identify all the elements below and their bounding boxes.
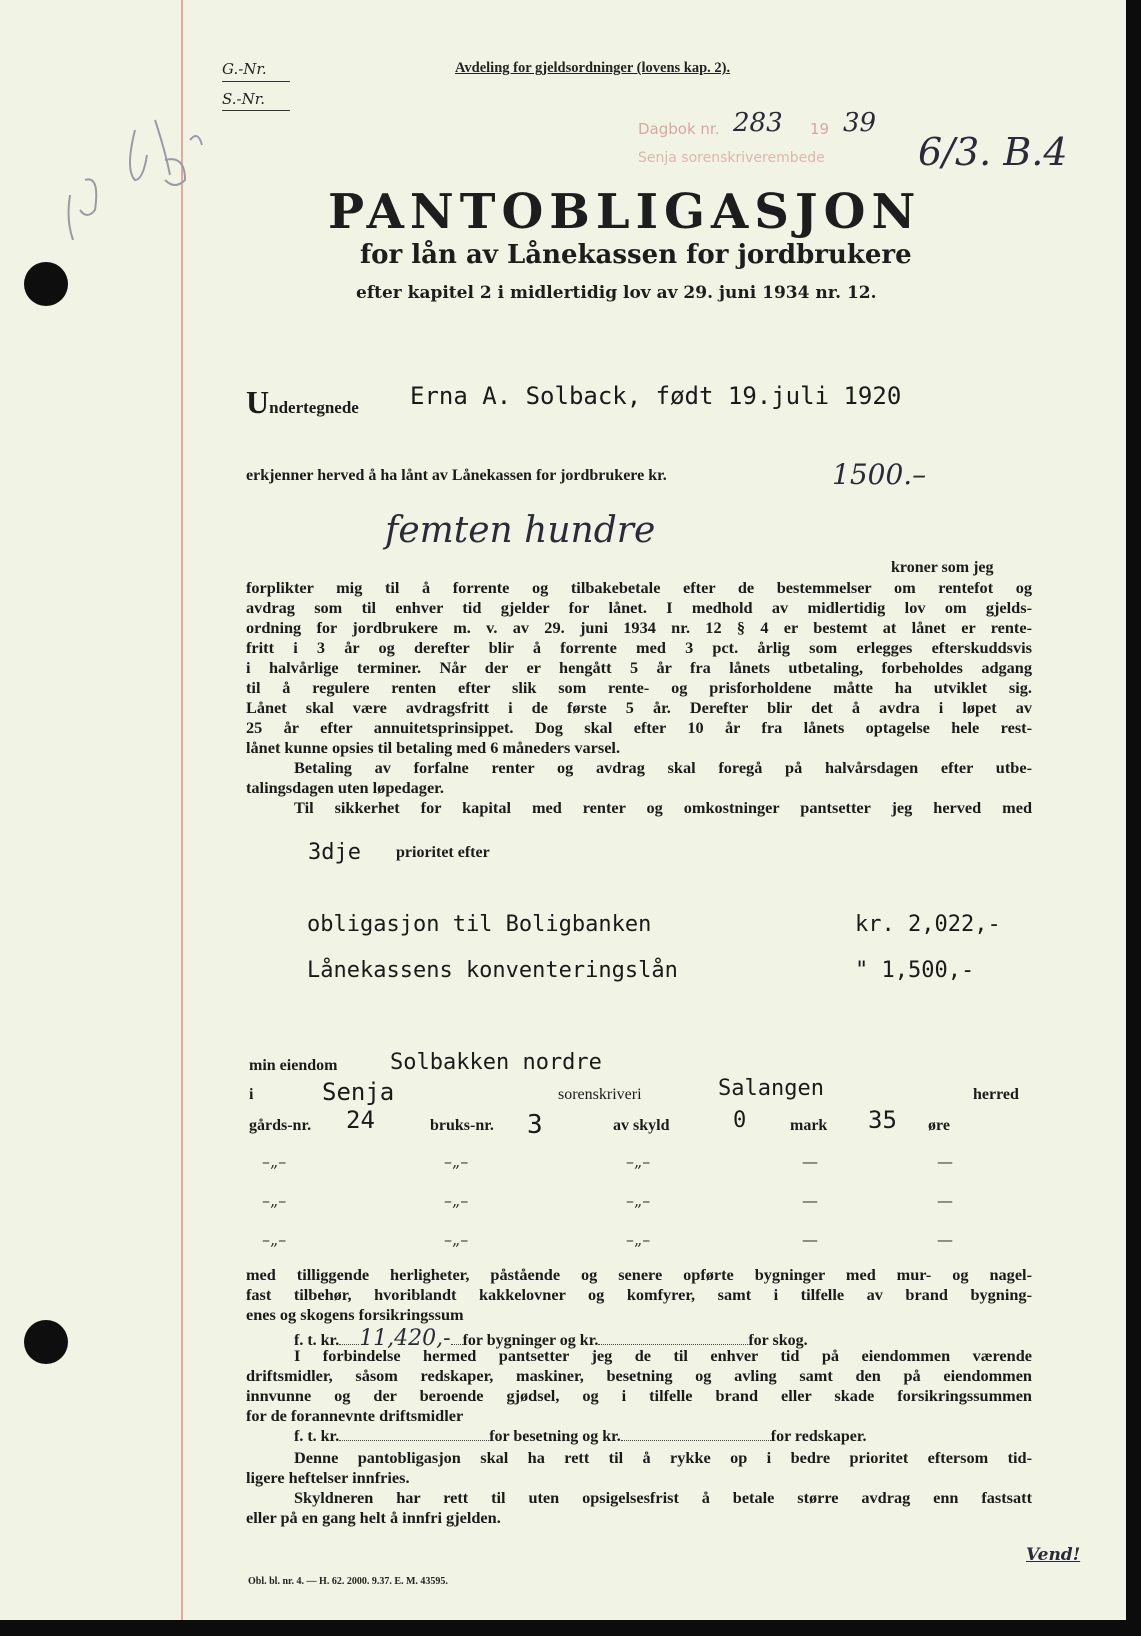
skyld-label: av skyld — [613, 1117, 670, 1134]
prioritet-label: prioritet efter — [396, 844, 490, 861]
bruks-value: 3 — [527, 1110, 543, 1140]
paragraph-herligheter — [246, 1265, 1032, 1325]
stamp-number: 283 — [733, 108, 783, 138]
para-line: driftsmidler, såsom redskaper, maskiner, besetning og avling samt den på eiendommen — [246, 1366, 1032, 1385]
undertegnede-rest: ndertegnede — [269, 398, 359, 417]
para-line: ordning for jordbrukere m. v. av 29. juni 1934 nr. 12 § 4 er bestemt at lånet er rente- — [246, 618, 1032, 637]
vend-note: Vend! — [1026, 1545, 1081, 1565]
stamp-office: Senja sorenskriverembede — [638, 150, 825, 166]
para-line: I forbindelse hermed pantsetter jeg de til enhver tid på eiendommen værende — [294, 1346, 1032, 1365]
ditto-cell: — — [802, 1230, 818, 1249]
ditto-cell: — — [802, 1152, 818, 1171]
priority-amount-2: " 1,500,- — [855, 958, 975, 983]
gnr-rule — [222, 81, 290, 82]
loan-amount-words: femten hundre — [385, 510, 656, 551]
para-line: for de forannevnte driftsmidler — [246, 1406, 464, 1425]
margin-rule — [181, 0, 183, 1620]
para-line: Lånet skal være avdragsfritt i de første 5 år. Derefter blir det å avdra i løpet av — [246, 698, 1032, 717]
ditto-cell: –„– — [444, 1191, 469, 1210]
eiendom-value: Solbakken nordre — [390, 1050, 602, 1075]
stamp-19: 19 — [810, 120, 830, 138]
herred-value: Senja — [322, 1078, 395, 1106]
bruks-label: bruks-nr. — [430, 1117, 494, 1134]
stamp-dagbok-label: Dagbok nr. — [638, 120, 720, 138]
sorenskriveri-label: sorenskriveri — [558, 1086, 642, 1103]
snr-rule — [222, 110, 290, 111]
para-line: eller på en gang helt å innfri gjelden. — [246, 1508, 501, 1527]
para-line: til å regulere renten efter slik som rente- og prisforholdene måtte ha utviklet sig. — [246, 678, 1032, 697]
form-footer: Obl. bl. nr. 4. — H. 62. 2000. 9.37. E. M. 43595. — [248, 1576, 448, 1587]
document-title: PANTOBLIGASJON — [328, 184, 922, 240]
gnr-label: G.-Nr. — [222, 60, 267, 78]
ditto-cell: — — [937, 1191, 953, 1210]
insurance2-line — [294, 1428, 866, 1446]
i-label: i — [249, 1086, 254, 1103]
kroner-som-jeg: kroner som jeg — [891, 559, 994, 576]
insurance2-besetning-label: for besetning og kr. — [489, 1428, 621, 1445]
snr-label: S.-Nr. — [222, 90, 265, 108]
stamp-year: 39 — [843, 108, 877, 138]
para-line: Til sikkerhet for kapital med renter og omkostninger pantsetter jeg herved med — [294, 798, 1032, 817]
para-line: ligere heftelser innfries. — [246, 1468, 410, 1487]
para-line: fritt i 3 år og derefter blir å forrente med 3 pct. årlig som erlegges efterskuddsvis — [246, 638, 1032, 657]
insurance-skog-label: for skog. — [748, 1332, 808, 1349]
ditto-cell: –„– — [262, 1191, 287, 1210]
ore-label: øre — [928, 1117, 950, 1134]
ditto-cell: –„– — [262, 1230, 287, 1249]
para-line: lånet kunne opsies til betaling med 6 måneders varsel. — [246, 738, 621, 757]
insurance2-ft-label: f. t. kr. — [294, 1428, 340, 1445]
para-line: i halvårlige terminer. Når der er hengått 5 år fra lånets utbetaling, forbeholdes adgang — [246, 658, 1032, 677]
herred-label: herred — [973, 1086, 1019, 1103]
ditto-cell: –„– — [626, 1230, 651, 1249]
document-subtitle: for lån av Lånekassen for jordbrukere — [360, 240, 912, 270]
para-line: 25 år efter annuitetsprinsippet. Dog skal efter 10 år fra lånets optagelse hele rest- — [246, 718, 1032, 737]
para-line: Denne pantobligasjon skal ha rett til å rykke op i bedre prioritet eftersom tid- — [294, 1448, 1032, 1467]
margin-note: 6/3. B.4 — [918, 130, 1068, 174]
erkjenner-label: erkjenner herved å ha lånt av Lånekassen for jordbrukere kr. — [246, 467, 667, 484]
department-heading: Avdeling for gjeldsordninger (lovens kap. 2). — [455, 60, 731, 76]
insurance-bygninger-label: for bygninger og kr. — [462, 1332, 599, 1349]
para-line: Skyldneren har rett til uten opsigelsesfrist å betale større avdrag enn fastsatt — [294, 1488, 1032, 1507]
para-line: enes og skogens forsikringssum — [246, 1305, 464, 1324]
loan-amount: 1500.– — [832, 458, 927, 491]
ditto-cell: –„– — [262, 1152, 287, 1171]
priority-amount-1: kr. 2,022,- — [855, 912, 1001, 937]
ditto-cell: — — [937, 1152, 953, 1171]
punch-hole-top — [24, 262, 68, 306]
borrower-name: Erna A. Solback, født 19.juli 1920 — [410, 382, 902, 410]
para-line: talingsdagen uten løpedager. — [246, 778, 444, 797]
mark-value: 35 — [868, 1106, 897, 1134]
ditto-cell: –„– — [444, 1230, 469, 1249]
ditto-cell: — — [802, 1191, 818, 1210]
para-line: forplikter mig til å forrente og tilbakebetale efter de bestemmelser om rentefot og — [246, 578, 1032, 597]
insurance2-redskaper-label: for redskaper. — [770, 1428, 867, 1445]
prioritet-value: 3dje — [308, 840, 361, 865]
undertegnede-label: Undertegnede — [246, 384, 359, 420]
priority-name-2: Lånekassens konventeringslån — [307, 958, 678, 983]
ditto-cell: –„– — [626, 1152, 651, 1171]
gards-label: gårds-nr. — [249, 1117, 312, 1134]
para-line: med tilliggende herligheter, påstående og senere opførte bygninger med mur- og nagel- — [246, 1265, 1032, 1284]
paragraph-prioritet-rykk — [246, 1448, 1032, 1528]
insurance-value: 11,420,- — [359, 1326, 451, 1351]
punch-hole-bottom — [24, 1320, 68, 1364]
ditto-cell: –„– — [444, 1152, 469, 1171]
para-line: fast tilbehør, hvoriblandt kakkelovner og komfyrer, samt i tilfelle av brand bygning- — [246, 1285, 1032, 1304]
insurance-ft-label: f. t. kr. — [294, 1332, 340, 1349]
eiendom-label: min eiendom — [249, 1057, 338, 1074]
margin-scribble — [40, 100, 210, 240]
ditto-cell: — — [937, 1230, 953, 1249]
para-line: avdrag som til enhver tid gjelder for lånet. I medhold av midlertidig lov om gjelds- — [246, 598, 1032, 617]
sorenskriveri-value: Salangen — [718, 1076, 824, 1101]
document-legal-reference: efter kapitel 2 i midlertidig lov av 29. juni 1934 nr. 12. — [356, 283, 877, 303]
paragraph-driftsmidler — [246, 1346, 1032, 1426]
skyld-value: 0 — [733, 1108, 747, 1133]
ditto-cell: –„– — [626, 1191, 651, 1210]
paragraph-terms — [246, 578, 1032, 818]
para-line: Betaling av forfalne renter og avdrag skal foregå på halvårsdagen efter utbe- — [294, 758, 1032, 777]
gards-value: 24 — [346, 1106, 375, 1134]
mark-label: mark — [790, 1117, 828, 1134]
para-line: innvunne og der beroende gjødsel, og i tilfelle brand eller skade forsikringssummen — [246, 1386, 1032, 1405]
priority-name-1: obligasjon til Boligbanken — [307, 912, 652, 937]
